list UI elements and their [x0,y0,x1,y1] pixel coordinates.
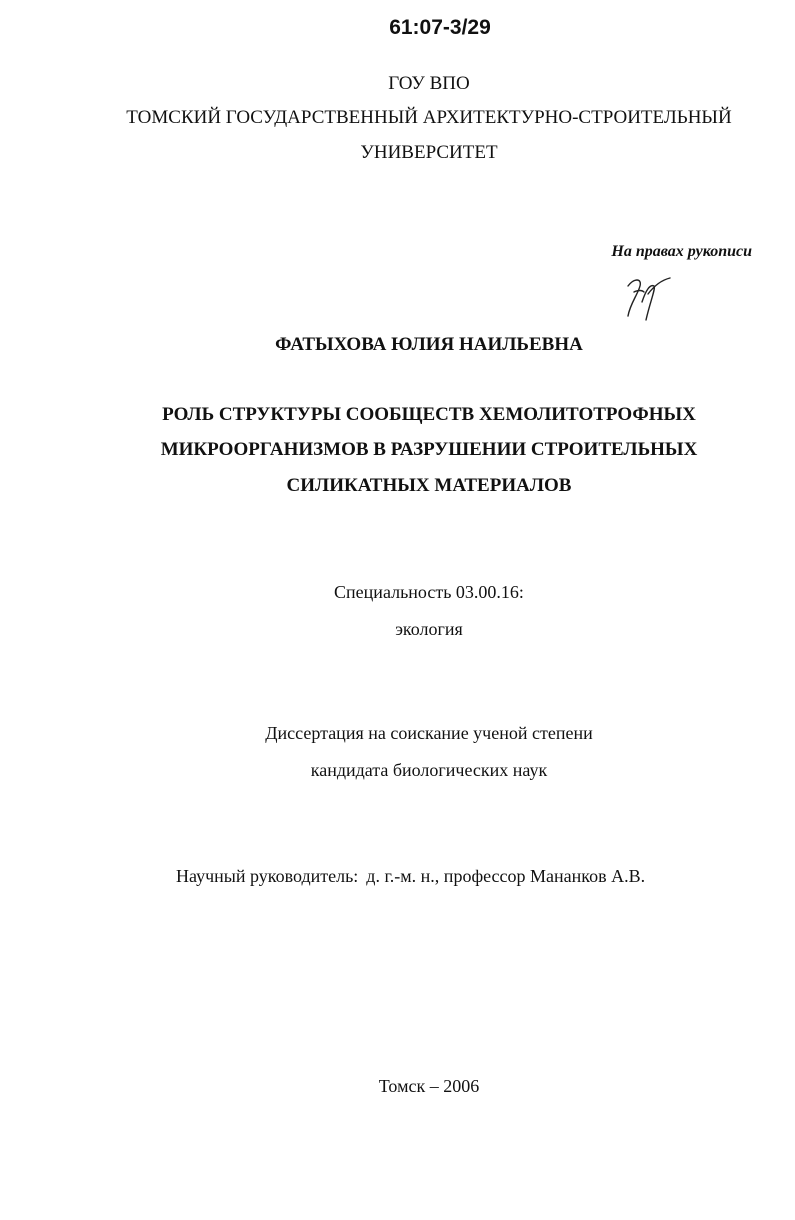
dissertation-title-line-1: РОЛЬ СТРУКТУРЫ СООБЩЕСТВ ХЕМОЛИТОТРОФНЫХ [162,404,696,425]
manuscript-rights-label: На правах рукописи [611,243,752,260]
organization-line-3: УНИВЕРСИТЕТ [360,142,498,163]
city-year: Томск – 2006 [378,1076,480,1096]
specialty-line-1: Специальность 03.00.16: [334,582,524,602]
supervisor-line [176,866,645,887]
dissertation-title-line-2: МИКРООРГАНИЗМОВ В РАЗРУШЕНИИ СТРОИТЕЛЬНЫХ [160,439,698,460]
organization-line-2: ТОМСКИЙ ГОСУДАРСТВЕННЫЙ АРХИТЕКТУРНО-СТРОИТЕЛЬНЫЙ [126,107,732,128]
degree-line-1: Диссертация на соискание ученой степени [265,723,593,743]
degree-line-2: кандидата биологических наук [310,760,548,780]
supervisor-value: д. г.-м. н., профессор Мананков А.В. [366,866,646,886]
supervisor-label: Научный руководитель: [176,866,359,886]
handwritten-signature [620,272,672,324]
archive-stamp-code: 61:07-3/29 [389,16,491,39]
organization-line-1: ГОУ ВПО [388,73,470,94]
author-name: ФАТЫХОВА ЮЛИЯ НАИЛЬЕВНА [275,334,583,355]
dissertation-title-line-3: СИЛИКАТНЫХ МАТЕРИАЛОВ [286,475,572,496]
specialty-line-2: экология [395,619,463,639]
